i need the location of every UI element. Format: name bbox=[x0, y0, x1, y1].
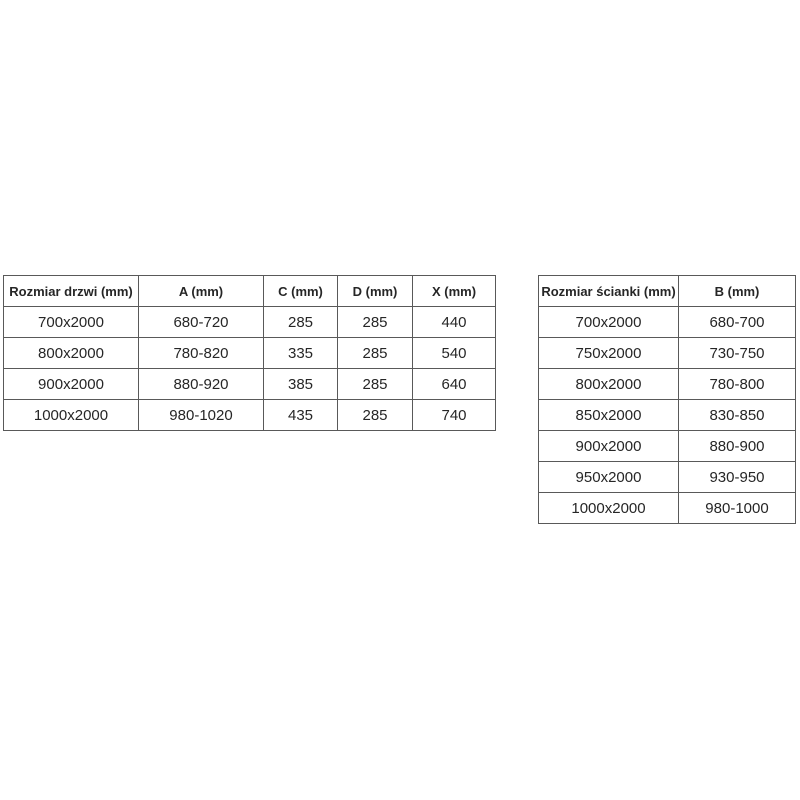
table-cell: 800x2000 bbox=[4, 338, 139, 369]
column-header: Rozmiar ścianki (mm) bbox=[539, 276, 679, 307]
door-size-table bbox=[3, 275, 496, 431]
table-cell: 285 bbox=[338, 369, 413, 400]
column-header: C (mm) bbox=[264, 276, 338, 307]
table-row bbox=[539, 400, 796, 431]
table-cell: 800x2000 bbox=[539, 369, 679, 400]
table-row bbox=[539, 431, 796, 462]
table-cell: 680-720 bbox=[139, 307, 264, 338]
table-cell: 335 bbox=[264, 338, 338, 369]
table-row bbox=[539, 369, 796, 400]
table-cell: 540 bbox=[413, 338, 496, 369]
table-cell: 640 bbox=[413, 369, 496, 400]
table-row bbox=[539, 338, 796, 369]
table-cell: 385 bbox=[264, 369, 338, 400]
table-row bbox=[4, 307, 496, 338]
column-header: B (mm) bbox=[679, 276, 796, 307]
table-row bbox=[539, 462, 796, 493]
table-cell: 950x2000 bbox=[539, 462, 679, 493]
table-cell: 285 bbox=[264, 307, 338, 338]
table-cell: 1000x2000 bbox=[4, 400, 139, 431]
column-header: Rozmiar drzwi (mm) bbox=[4, 276, 139, 307]
table-cell: 780-820 bbox=[139, 338, 264, 369]
column-header: D (mm) bbox=[338, 276, 413, 307]
column-header: A (mm) bbox=[139, 276, 264, 307]
table-cell: 980-1000 bbox=[679, 493, 796, 524]
table-cell: 435 bbox=[264, 400, 338, 431]
table-cell: 700x2000 bbox=[539, 307, 679, 338]
header-row bbox=[539, 276, 796, 307]
table-cell: 830-850 bbox=[679, 400, 796, 431]
table-row bbox=[539, 307, 796, 338]
table-cell: 440 bbox=[413, 307, 496, 338]
table-cell: 730-750 bbox=[679, 338, 796, 369]
header-row bbox=[4, 276, 496, 307]
table-cell: 285 bbox=[338, 338, 413, 369]
table-cell: 880-900 bbox=[679, 431, 796, 462]
table-cell: 880-920 bbox=[139, 369, 264, 400]
table-cell: 285 bbox=[338, 307, 413, 338]
column-header: X (mm) bbox=[413, 276, 496, 307]
table-cell: 980-1020 bbox=[139, 400, 264, 431]
table-cell: 700x2000 bbox=[4, 307, 139, 338]
table-row bbox=[4, 338, 496, 369]
table-row bbox=[4, 400, 496, 431]
table-cell: 740 bbox=[413, 400, 496, 431]
table-cell: 680-700 bbox=[679, 307, 796, 338]
table-cell: 750x2000 bbox=[539, 338, 679, 369]
table-cell: 900x2000 bbox=[4, 369, 139, 400]
table-cell: 850x2000 bbox=[539, 400, 679, 431]
wall-size-table bbox=[538, 275, 796, 524]
table-cell: 285 bbox=[338, 400, 413, 431]
table-cell: 780-800 bbox=[679, 369, 796, 400]
table-row bbox=[539, 493, 796, 524]
table-cell: 1000x2000 bbox=[539, 493, 679, 524]
table-cell: 930-950 bbox=[679, 462, 796, 493]
table-row bbox=[4, 369, 496, 400]
table-cell: 900x2000 bbox=[539, 431, 679, 462]
